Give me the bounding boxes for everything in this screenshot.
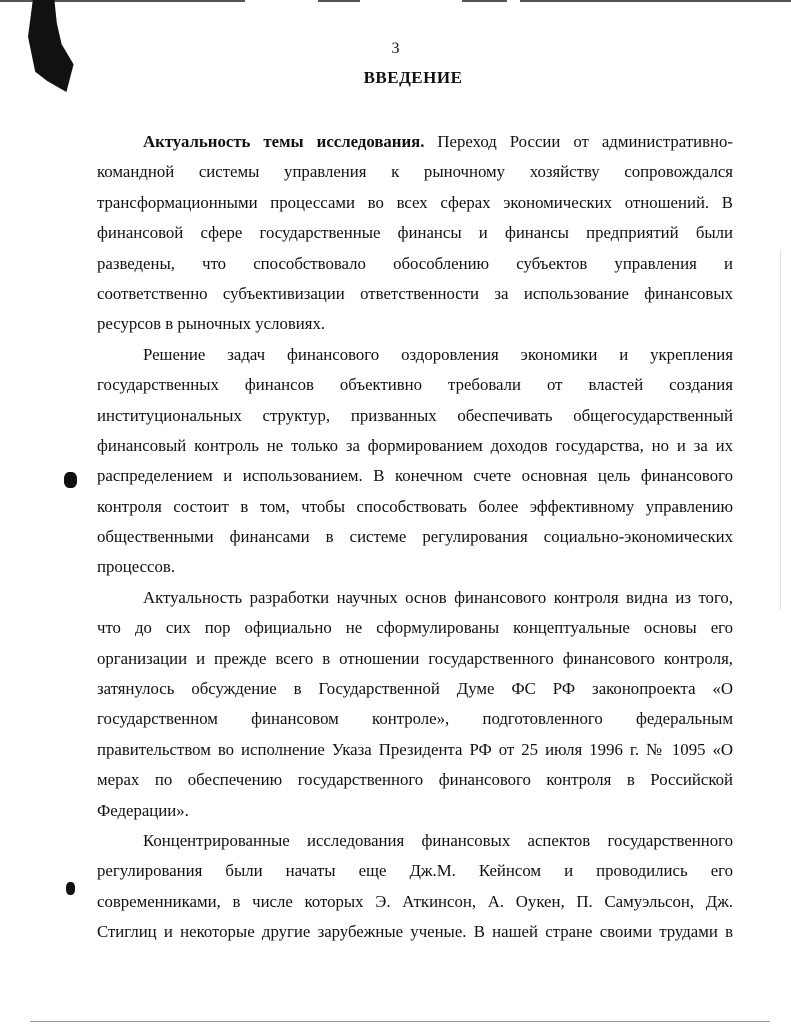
lead-phrase: Актуальность темы исследования. <box>143 132 425 151</box>
scan-ink-mark <box>64 472 77 488</box>
body-text <box>97 127 733 948</box>
paragraph <box>97 583 733 826</box>
text-line: мерах по обеспечению государственного финансового контроля в Российской <box>97 770 733 790</box>
text-line: Стиглиц и некоторые другие зарубежные ученые. В нашей стране своими трудами в <box>97 922 733 942</box>
paragraph <box>97 127 733 340</box>
text-line: трансформационными процессами во всех сферах экономических отношений. В <box>97 192 733 212</box>
text-line: организации и прежде всего в отношении государственного финансового контроля, <box>97 648 733 668</box>
text-line: современниками, в числе которых Э. Аткинсон, А. Оукен, П. Самуэльсон, Дж. <box>97 891 733 911</box>
page-number: 3 <box>391 40 400 57</box>
paragraph <box>97 826 733 948</box>
text-line: правительством во исполнение Указа Президента РФ от 25 июля 1996 г. № 1095 «О <box>97 739 733 759</box>
text-line: Федерации». <box>97 800 189 820</box>
text-line: ресурсов в рыночных условиях. <box>97 314 326 334</box>
text-line: контроля состоит в том, чтобы способствовать более эффективному управлению <box>97 496 733 516</box>
text-line: Актуальность разработки научных основ финансового контроля видна из того, <box>143 587 733 607</box>
scan-ink-mark <box>66 882 75 895</box>
text-line: что до сих пор официально не сформулированы концептуальные основы его <box>97 618 733 638</box>
scan-edge-line <box>462 0 507 2</box>
paragraph <box>97 340 733 583</box>
scan-edge-shadow <box>780 250 781 610</box>
text-line: институциональных структур, призванных обеспечивать общегосударственный <box>97 405 733 425</box>
scan-bottom-line <box>30 1021 770 1022</box>
text-line: финансовой сфере государственные финансы и финансы предприятий были <box>97 223 733 243</box>
text-line: финансовый контроль не только за формированием доходов государства, но и за их <box>97 435 733 455</box>
text-line: Решение задач финансового оздоровления экономики и укрепления <box>143 344 733 364</box>
text-line: государственном финансовом контроле», подготовленного федеральным <box>97 709 733 729</box>
text-line: командной системы управления к рыночному хозяйству сопровождался <box>97 162 733 182</box>
page-title: ВВЕДЕНИЕ <box>363 68 463 87</box>
text-line: распределением и использованием. В конечном счете основная цель финансового <box>97 466 733 486</box>
text-line: соответственно субъективизации ответственности за использование финансовых <box>97 283 733 303</box>
text-line: процессов. <box>97 557 176 577</box>
text-line: разведены, что способствовало обособлению субъектов управления и <box>97 253 733 273</box>
text-line: регулирования были начаты еще Дж.М. Кейнсом и проводились его <box>97 861 733 881</box>
text-line: затянулось обсуждение в Государственной Думе ФС РФ законопроекта «О <box>97 679 733 699</box>
text-line: общественными финансами в системе регулирования социально-экономических <box>97 527 733 547</box>
scan-edge-line <box>318 0 360 2</box>
text-line: государственных финансов объективно требовали от властей создания <box>97 375 733 395</box>
scan-edge-line <box>520 0 791 2</box>
text-line: Актуальность темы исследования. Переход России от административно- <box>143 132 733 151</box>
text-line: Концентрированные исследования финансовых аспектов государственного <box>143 830 733 850</box>
